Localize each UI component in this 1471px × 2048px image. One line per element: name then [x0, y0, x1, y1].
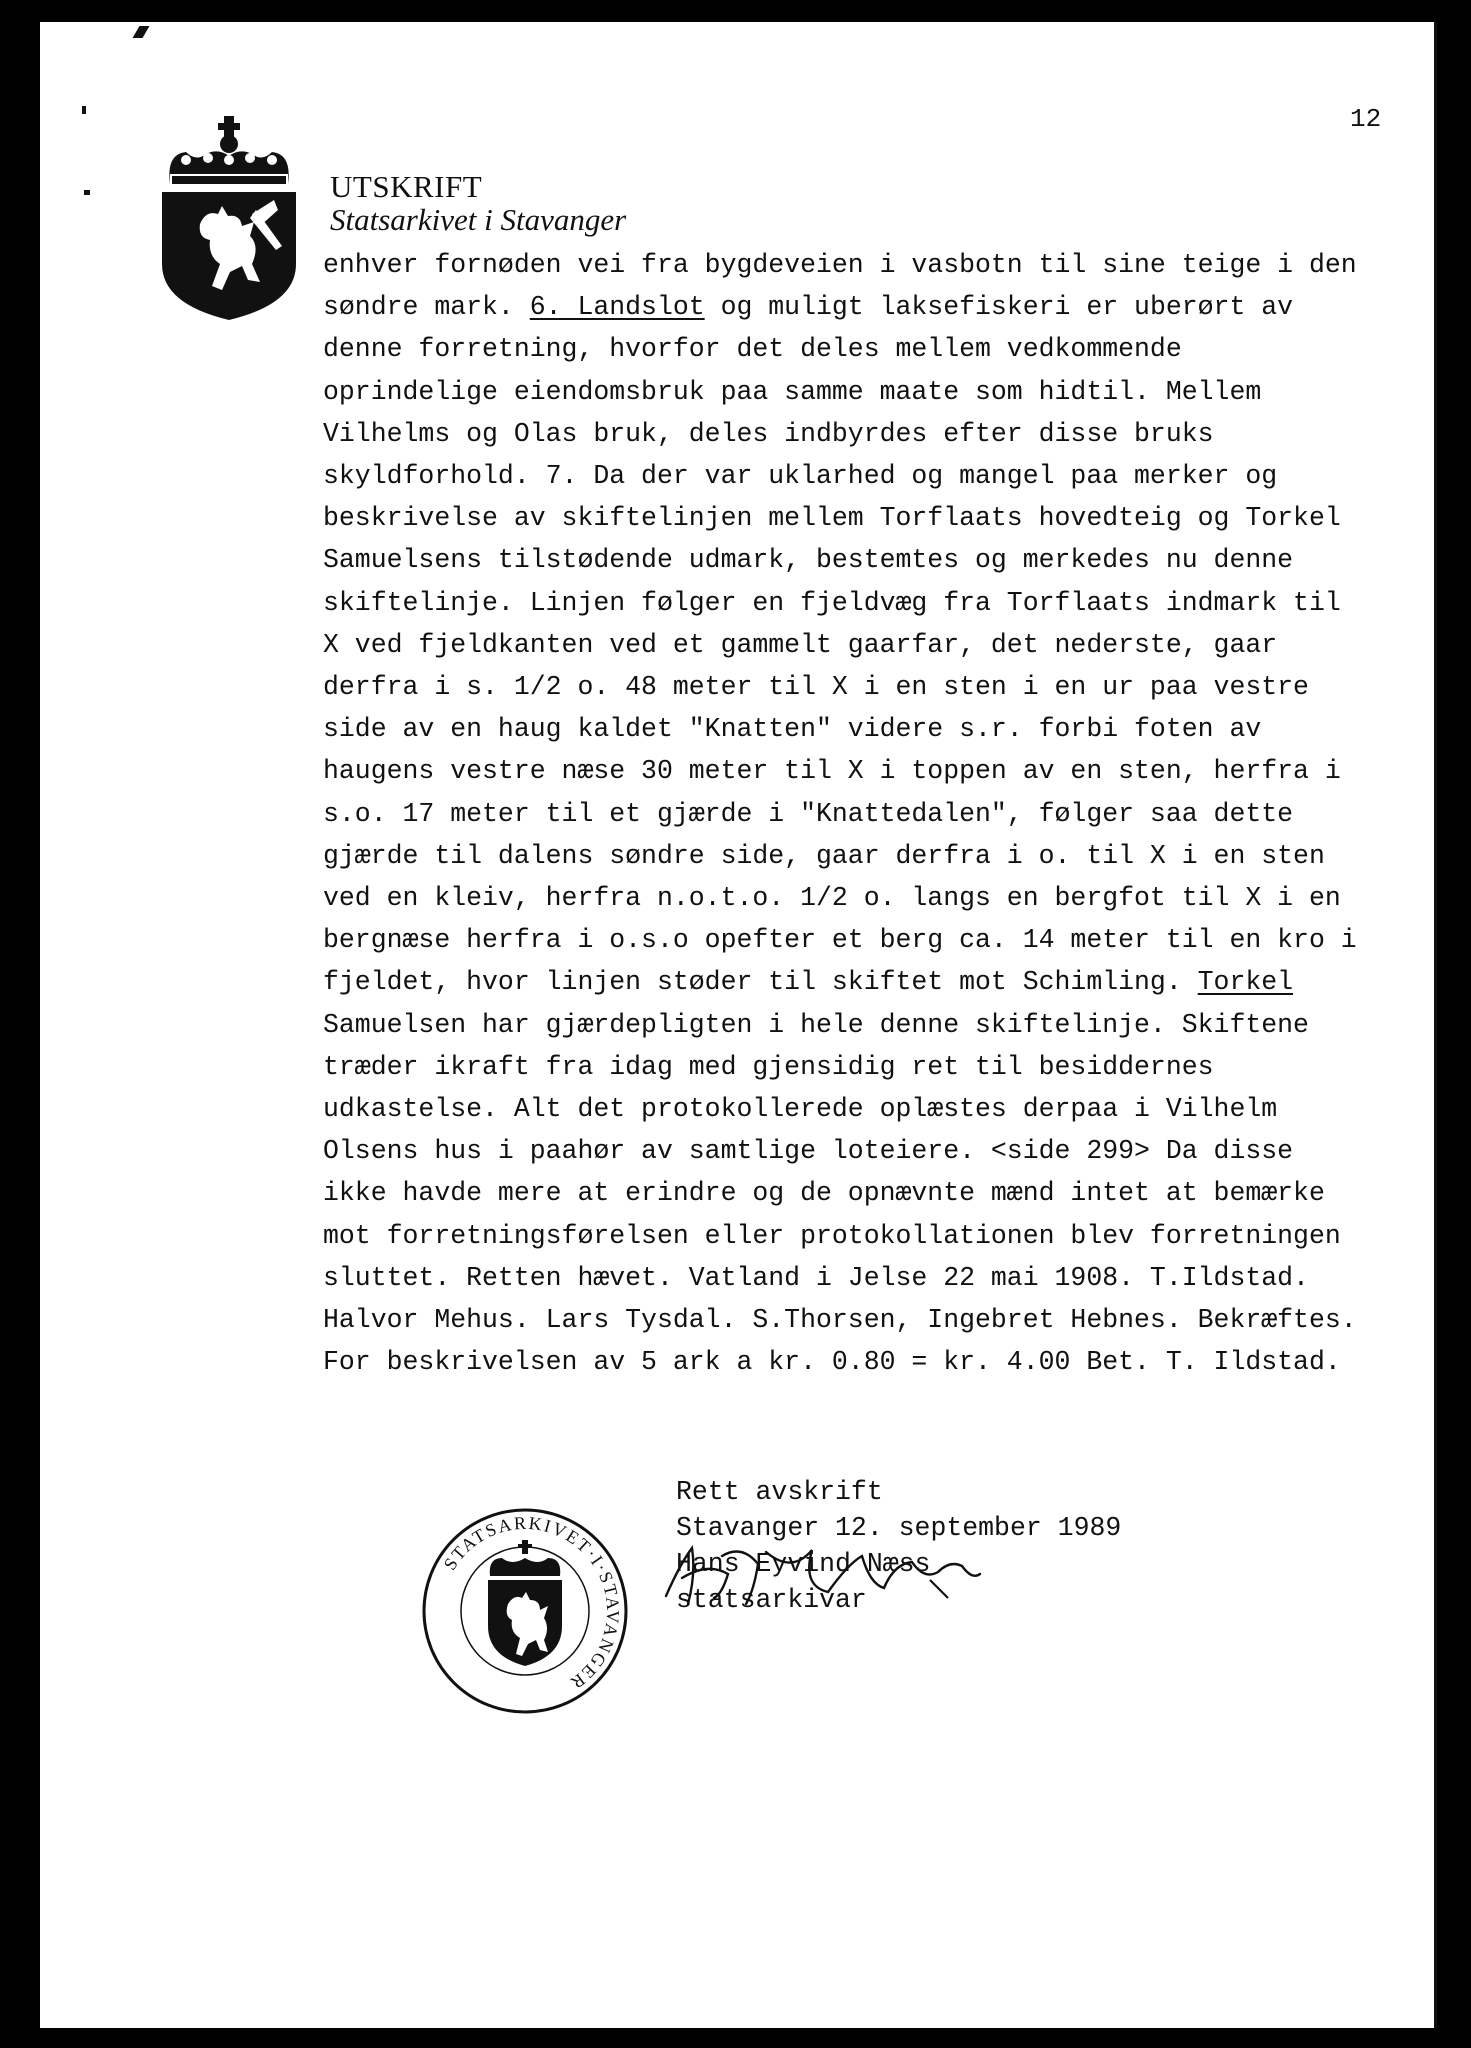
page-number: 12	[1350, 104, 1382, 134]
text-line: haugens vestre næse 30 meter til X i toppen av en sten, herfra i	[323, 756, 1341, 787]
text-line: s.o. 17 meter til et gjærde i "Knattedalen", følger saa dette	[323, 798, 1294, 829]
header-title: UTSKRIFT	[330, 169, 483, 204]
text-line: For beskrivelsen av 5 ark a kr. 0.80 = kr. 4.00 Bet. T. Ildstad.	[323, 1347, 1341, 1378]
text-line: side av en haug kaldet "Knatten" videre s.r. forbi foten av	[323, 714, 1262, 745]
scan-mark	[82, 106, 86, 114]
underlined-text: Torkel	[1197, 967, 1294, 998]
text-line: denne forretning, hvorfor det deles mellem vedkommende	[323, 334, 1182, 365]
text-line: Halvor Mehus. Lars Tysdal. S.Thorsen, Ingebret Hebnes. Bekræftes.	[323, 1305, 1357, 1336]
scan-mark	[84, 190, 90, 195]
text-line: skyldforhold. 7. Da der var uklarhed og mangel paa merker og	[323, 461, 1278, 492]
document-page	[40, 22, 1437, 2028]
closing-signatory: Hans Eyvind Næss	[676, 1549, 931, 1579]
text-line: Olsens hus i paahør av samtlige loteiere. <side 299> Da disse	[323, 1136, 1294, 1167]
text-line: træder ikraft fra idag med gjensidig ret til besiddernes	[323, 1051, 1214, 1082]
header-subtitle: Statsarkivet i Stavanger	[330, 202, 627, 237]
scan-mark	[133, 26, 150, 38]
text-line: skiftelinje. Linjen følger en fjeldvæg fra Torflaats indmark til	[323, 587, 1341, 618]
text-line: derfra i s. 1/2 o. 48 meter til X i en sten i en ur paa vestre	[323, 672, 1309, 703]
text-line: fjeldet, hvor linjen støder til skiftet mot Schimling. Torkel	[323, 967, 1294, 998]
seal-text: STATSARKIVET·I·STAVANGER	[439, 1512, 624, 1695]
text-line: X ved fjeldkanten ved et gammelt gaarfar, det nederste, gaar	[323, 629, 1278, 660]
closing-place-date: Stavanger 12. september 1989	[676, 1513, 1122, 1543]
text-line: Samuelsen har gjærdepligten i hele denne skiftelinje. Skiftene	[323, 1009, 1309, 1040]
text-line: enhver fornøden vei fra bygdeveien i vasbotn til sine teige i den	[323, 250, 1357, 280]
body-text	[323, 244, 1443, 1383]
closing-certification: Rett avskrift	[676, 1477, 883, 1507]
text-line: gjærde til dalens søndre side, gaar derfra i o. til X i en sten	[323, 840, 1325, 871]
closing-block	[676, 1474, 1121, 1618]
text-line: ikke havde mere at erindre og de opnævnte mænd intet at bemærke	[323, 1178, 1325, 1209]
text-line: sluttet. Retten hævet. Vatland i Jelse 22 mai 1908. T.Ildstad.	[323, 1262, 1309, 1293]
closing-role: statsarkivar	[676, 1585, 867, 1615]
text-line: oprindelige eiendomsbruk paa samme maate som hidtil. Mellem	[323, 376, 1262, 407]
text-line: Vilhelms og Olas bruk, deles indbyrdes efter disse bruks	[323, 418, 1214, 449]
underlined-text: 6. Landslot	[529, 292, 705, 323]
text-line: udkastelse. Alt det protokollerede oplæstes derpaa i Vilhelm	[323, 1094, 1278, 1125]
text-line: mot forretningsførelsen eller protokollationen blev forretningen	[323, 1220, 1341, 1251]
text-line: bergnæse herfra i o.s.o opefter et berg ca. 14 meter til en kro i	[323, 925, 1357, 956]
text-line: Samuelsens tilstødende udmark, bestemtes og merkedes nu denne	[323, 545, 1294, 576]
coat-of-arms-icon	[156, 114, 302, 320]
text-line: søndre mark. 6. Landslot og muligt laksefiskeri er uberørt av	[323, 292, 1294, 323]
text-line: ved en kleiv, herfra n.o.t.o. 1/2 o. langs en bergfot til X i en	[323, 883, 1341, 914]
archive-seal-icon	[420, 1506, 630, 1716]
text-line: beskrivelse av skiftelinjen mellem Torflaats hovedteig og Torkel	[323, 503, 1341, 534]
